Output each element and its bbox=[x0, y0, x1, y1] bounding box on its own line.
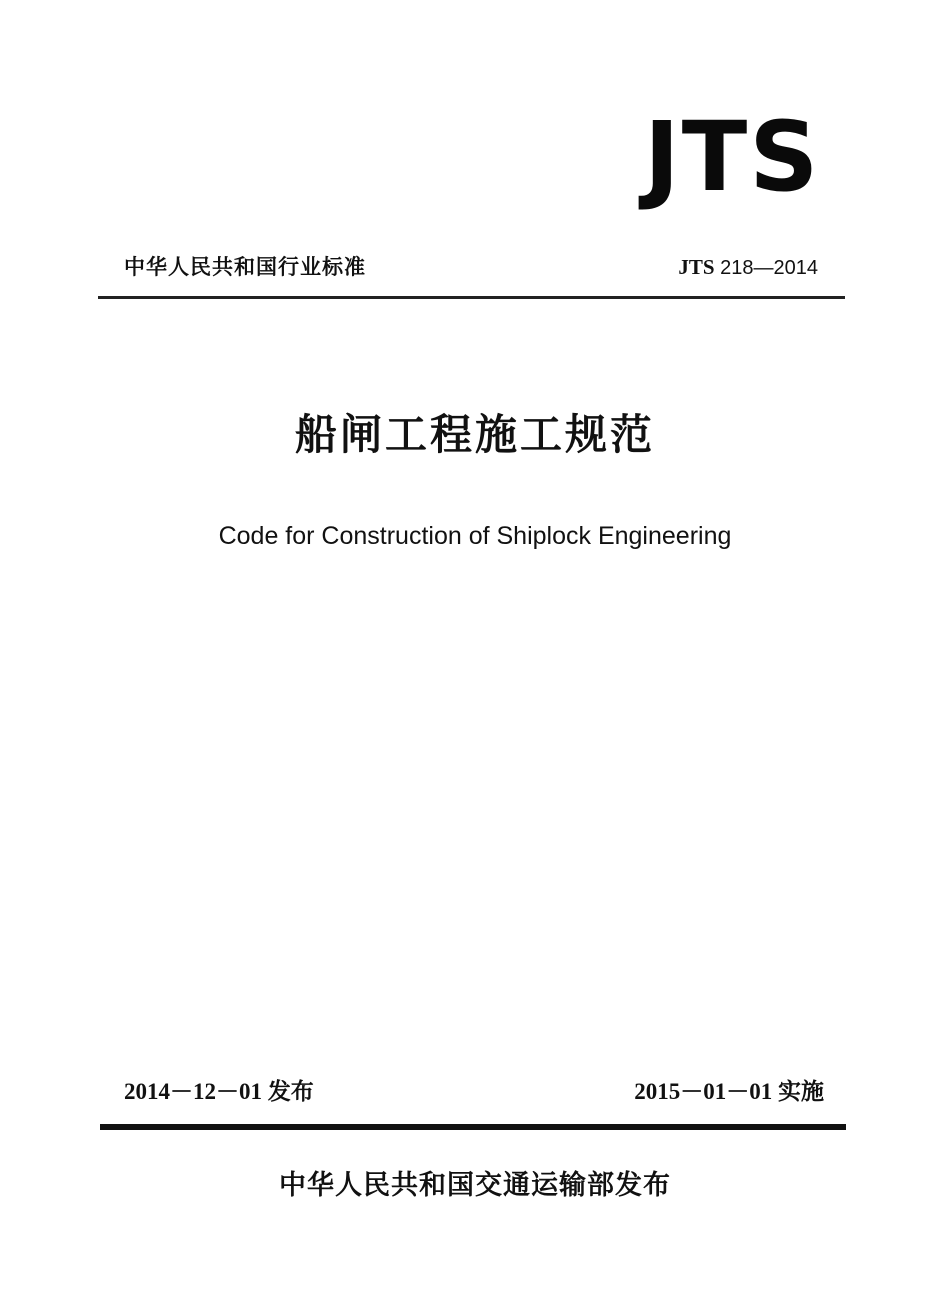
title-chinese: 船闸工程施工规范 bbox=[294, 410, 655, 459]
title-english: Code for Construction of Shiplock Engineering bbox=[218, 522, 732, 550]
bottom-divider bbox=[100, 1124, 846, 1130]
standard-code-prefix: JTS bbox=[678, 255, 715, 279]
jts-logo: JTS bbox=[644, 101, 821, 213]
issue-date: 2014－12－01 发布 bbox=[124, 1079, 314, 1104]
standard-code bbox=[678, 254, 818, 281]
implementation-date: 2015－01－01 实施 bbox=[634, 1079, 824, 1104]
publisher: 中华人民共和国交通运输部发布 bbox=[279, 1170, 671, 1201]
top-divider bbox=[98, 296, 845, 299]
standard-type: 中华人民共和国行业标准 bbox=[124, 255, 366, 279]
standard-code-number: 218—2014 bbox=[714, 257, 818, 279]
